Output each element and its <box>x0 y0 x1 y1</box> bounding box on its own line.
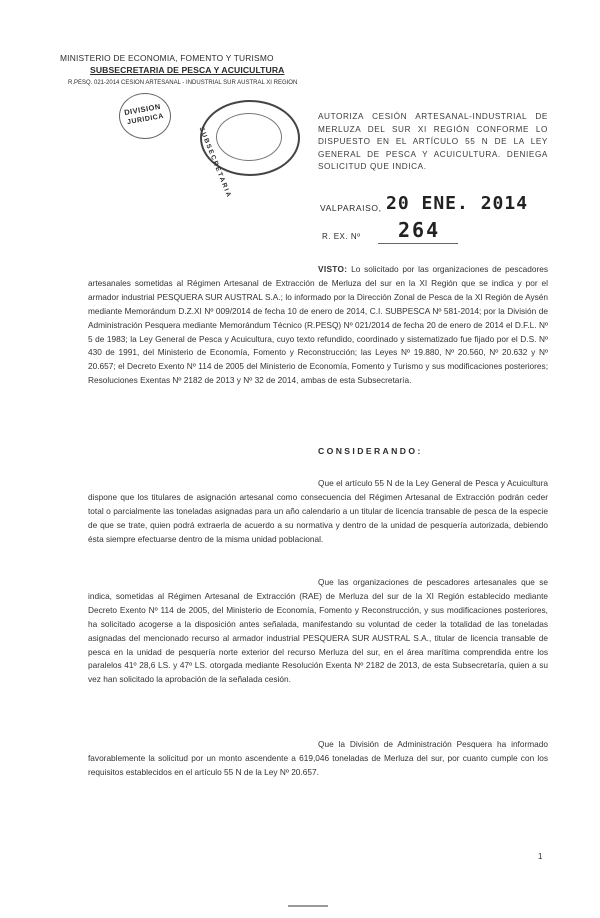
stamp-line-1: DIVISION <box>123 101 162 118</box>
issue-date: 20 ENE. 2014 <box>386 193 529 214</box>
visto-text: Lo solicitado por las organizaciones de pescadores artesanales sometidas al Régimen Artesanal de Extracción de Merluza del sur en la XI Región que se indica y por el armador industrial PESQUERA SUR AUSTRAL S.A.; lo informado por la Dirección Zonal de Pesca de la XI Región de Aysén mediante Memorándum D.Z.XI Nº 009/2014 de fecha 10 de enero de 2014, C.I. SUBPESCA Nº 581-2014; por la División de Administración Pesquera mediante Memorándum Técnico (R.PESQ) Nº 021/2014 de fecha 20 de enero de 2014 el D.F.L. Nº 5 de 1983; la Ley General de Pesca y Acuicultura, cuyo texto refundido, coordinado y sistematizado fue fijado por el D.S. Nº 430 de 1991, del Ministerio de Economía, Fomento y Reconstrucción; las Leyes Nº 19.880, Nº 20.560, Nº 20.632 y Nº 20.657; el Decreto Exento Nº 114 de 2005 del Ministerio de Economía, Fomento y Turismo y sus modificaciones posteriores; Resoluciones Exentas Nº 2182 de 2013 y Nº 32 de 2014, ambas de esta Subsecretaría. <box>88 264 548 386</box>
subsecretaria-seal <box>197 100 300 200</box>
ministry-name: MINISTERIO DE ECONOMIA, FOMENTO Y TURISMO <box>60 53 274 63</box>
place-label: VALPARAISO, <box>320 203 382 213</box>
seal-ring-text: SUBSECRETARIA <box>197 126 233 200</box>
resolution-number: 264 <box>398 218 441 242</box>
considerando-paragraph-2: Que las organizaciones de pescadores artesanales que se indica, sometidas al Régimen Artesanal de Extracción (RAE) de Merluza del sur de la XI Región establecido mediante Decreto Exento Nº 114 de 2005, del Ministerio de Economía, Fomento y Reconstrucción, y sus modificaciones posteriores, ha solicitado acogerse a la disposición antes señalada, manifestando su voluntad de ceder la totalidad de las toneladas asignadas del mencionado recurso al armador industrial PESQUERA SUR AUSTRAL S.A., titular de licencia transable de pesca en la unidad de pesquería norte exterior del recurso Merluza del sur, en el área marítima comprendida entre los paralelos 41º 28,6 LS. y 47º LS. otorgada mediante Resolución Exenta Nº 2182 de 2013, de esta Subsecretaría, quien a su vez han solicitado la aprobación de la señalada cesión. <box>88 577 548 685</box>
considerando-paragraph-1: Que el artículo 55 N de la Ley General de Pesca y Acuicultura dispone que los titulares de asignación artesanal como consecuencia del Régimen Artesanal de Extracción podrán ceder total o parcialmente las toneladas asignadas para un año calendario a un titular de licencia transable de pesca de la especie de que se trate, quien podrá extraerla de acuerdo a su normativa y dentro de la unidad de pesquería autorizada, debiendo ésta siempre efectuarse dentro de la misma unidad poblacional. <box>88 478 548 544</box>
considerando-heading: CONSIDERANDO: <box>318 446 423 456</box>
resolution-underline <box>378 243 458 244</box>
stamp-line-2: JURIDICA <box>126 112 165 127</box>
division-stamp <box>119 93 171 139</box>
visto-section <box>88 263 548 388</box>
page-number: 1 <box>538 852 543 861</box>
bottom-edge-mark <box>288 905 328 907</box>
resolution-label: R. EX. Nº <box>322 232 361 241</box>
visto-label: VISTO: <box>318 264 348 274</box>
considerando-paragraph-3: Que la División de Administración Pesquera ha informado favorablemente la solicitud por un monto ascendente a 619,046 toneladas de Merluza del sur, por cuanto cumple con los requisitos establecidos en el artículo 55 N de la Ley Nº 20.657. <box>88 739 548 777</box>
subsecretaria-name: SUBSECRETARIA DE PESCA Y ACUICULTURA <box>90 65 285 75</box>
resolution-title: AUTORIZA CESIÓN ARTESANAL-INDUSTRIAL DE MERLUZA DEL SUR XI REGIÓN CONFORME LO DISPUESTO EN EL ARTÍCULO 55 N DE LA LEY GENERAL DE PESCA Y ACUICULTURA. DENIEGA SOLICITUD QUE INDICA. <box>318 112 548 171</box>
seal-inner-ring <box>216 113 282 161</box>
file-reference: R.PESQ. 021-2014 CESION ARTESANAL - INDUSTRIAL SUR AUSTRAL XI REGION <box>68 80 298 86</box>
